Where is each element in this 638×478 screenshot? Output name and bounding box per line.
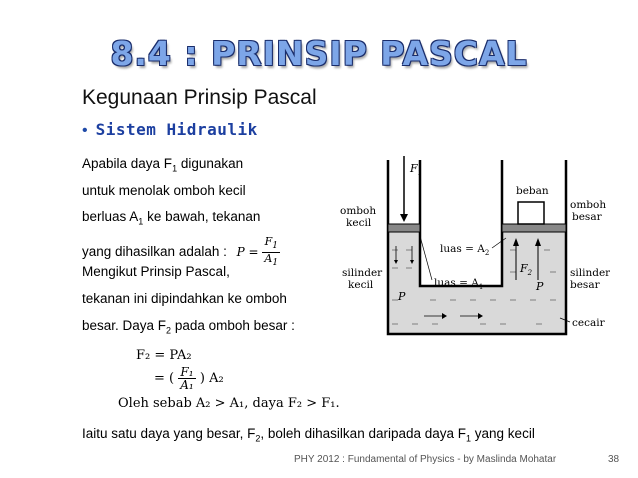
slide-subtitle: Kegunaan Prinsip Pascal [82, 86, 317, 109]
liquid-small-cylinder [388, 232, 420, 334]
label-silinder-besar-1: silinder [570, 267, 610, 279]
pressure-num: F [264, 235, 273, 248]
page-number: 38 [608, 454, 620, 465]
label-omboh-besar-2: besar [572, 211, 602, 223]
formula-r2-num: F₁ [178, 366, 195, 379]
conclusion-sub1: 2 [255, 433, 261, 444]
hydraulic-system-diagram [340, 150, 610, 340]
formula-r2-post: ) A₂ [199, 371, 224, 386]
slide-title: 8.4 : PRINSIP PASCAL [110, 34, 528, 73]
load-block [518, 202, 544, 224]
pressure-fraction [262, 236, 280, 269]
text-l3-sub: 1 [138, 216, 144, 227]
label-silinder-besar-2: besar [570, 279, 600, 291]
formula-r2-den: A₁ [180, 378, 194, 392]
label-p-right: P [536, 280, 544, 293]
conclusion-text [82, 426, 535, 444]
label-cecair: cecair [572, 317, 605, 329]
label-p-left: P [398, 290, 406, 303]
pressure-num-sub: 1 [272, 241, 278, 252]
formula-row-2 [154, 366, 224, 391]
conclusion-b: , boleh dihasilkan daripada daya F [260, 426, 467, 441]
pressure-formula [236, 235, 280, 269]
formula-row-3: Oleh sebab A₂ > A₁, daya F₂ > F₁. [118, 396, 340, 411]
leader-luas-a1 [420, 236, 432, 280]
bullet-item [82, 120, 258, 140]
bullet-dot-icon: • [82, 122, 88, 139]
text-l4: yang dihasilkan adalah : [82, 244, 227, 260]
large-piston [502, 224, 566, 232]
text-line-2: untuk menolak omboh kecil [82, 183, 246, 198]
text-l7a: besar. Daya F [82, 318, 167, 333]
force-formula-block [118, 346, 378, 418]
small-piston [388, 224, 420, 232]
conclusion-a: Iaitu satu daya yang besar, F [82, 426, 256, 441]
text-line-1 [82, 156, 243, 177]
pressure-lhs: P = [236, 245, 259, 260]
bullet-text: Sistem Hidraulik [95, 120, 258, 139]
formula-fraction [178, 366, 195, 391]
text-l1-sub: 1 [172, 163, 178, 174]
label-f1: $F_1$ [410, 162, 423, 177]
text-l3a: berluas A [82, 209, 139, 224]
text-l1a: Apabila daya F [82, 156, 173, 171]
label-luas-a2: luas = $A_2$ [440, 243, 490, 257]
label-omboh-besar-1: omboh [570, 199, 607, 211]
label-silinder-kecil-2: kecil [348, 279, 374, 291]
liquid-connector [420, 286, 502, 334]
label-beban: beban [516, 185, 549, 197]
text-l7b: pada omboh besar : [171, 318, 295, 333]
label-luas-a1: luas = $A_1$ [434, 277, 484, 291]
text-line-5: Mengikut Prinsip Pascal, [82, 264, 230, 279]
vessel-inner-wall [420, 160, 502, 286]
label-omboh-kecil-2: kecil [346, 217, 372, 229]
slide-footer: PHY 2012 : Fundamental of Physics - by Maslinda Mohatar [294, 454, 557, 465]
conclusion-sub2: 1 [466, 433, 472, 444]
text-line-6: tekanan ini dipindahkan ke omboh [82, 291, 287, 306]
text-line-7 [82, 318, 295, 339]
text-l3b: ke bawah, tekanan [143, 209, 261, 224]
formula-r2-pre: = ( [154, 371, 175, 386]
force-f1-arrowhead [400, 214, 408, 222]
pressure-den: A [264, 252, 273, 266]
label-silinder-kecil-1: silinder [342, 267, 383, 279]
text-l7-sub: 2 [166, 325, 172, 336]
label-f2: $F_2$ [520, 262, 533, 277]
label-omboh-kecil-1: omboh [340, 205, 377, 217]
text-line-3 [82, 209, 260, 230]
liquid-large-cylinder [502, 232, 566, 334]
formula-row-1: F₂ = PA₂ [136, 348, 192, 363]
conclusion-c: yang kecil [471, 426, 535, 441]
pressure-den-sub: 1 [272, 258, 279, 269]
text-l1b: digunakan [177, 156, 244, 171]
